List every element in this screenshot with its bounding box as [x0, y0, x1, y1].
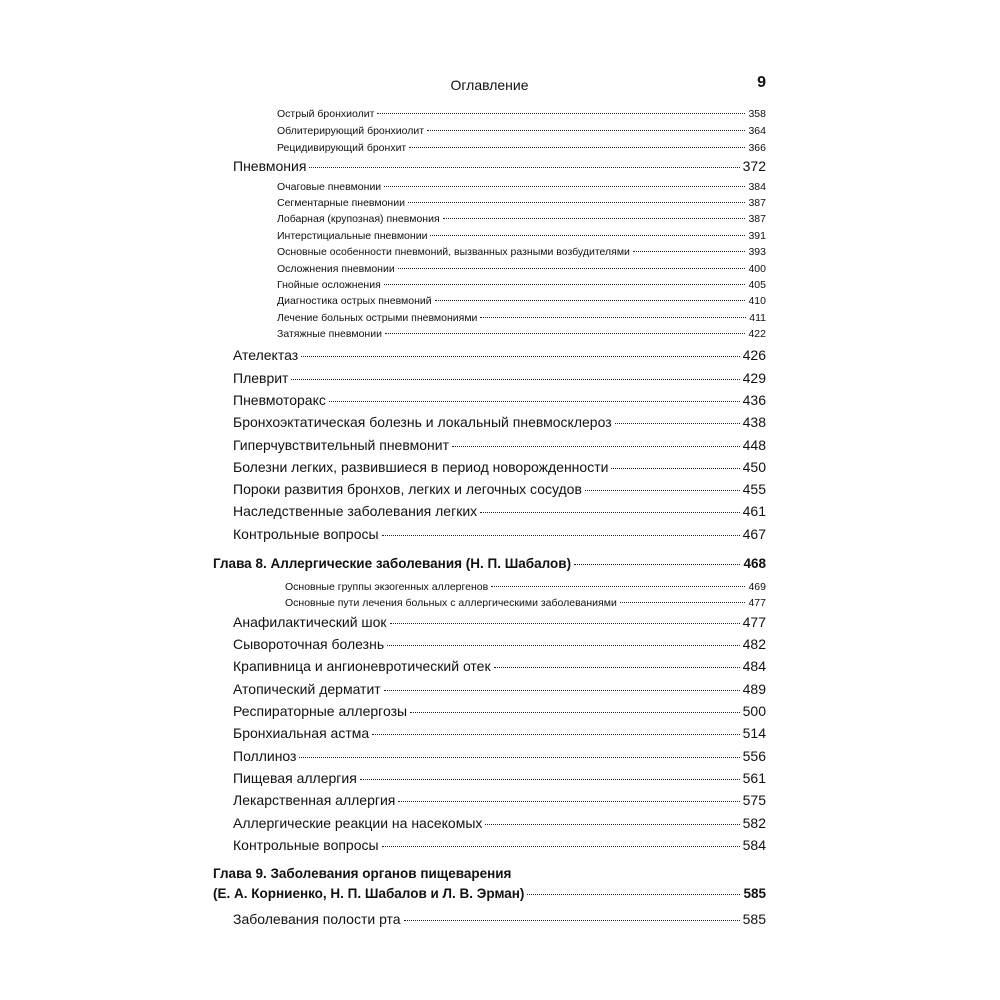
- toc-entry-page: 477: [742, 614, 766, 630]
- toc-entry[interactable]: [233, 370, 766, 390]
- toc-entry[interactable]: [277, 246, 766, 262]
- toc-entry-page: 426: [742, 347, 766, 363]
- toc-entry[interactable]: [277, 213, 766, 229]
- dot-leader: [398, 268, 746, 269]
- toc-entry-title: Наследственные заболевания легких: [233, 503, 478, 519]
- toc-entry[interactable]: [233, 392, 766, 412]
- toc-entry-title: Ателектаз: [233, 347, 299, 363]
- page-header: [213, 74, 766, 96]
- toc-entry[interactable]: [285, 597, 766, 613]
- toc-entry-page: 455: [742, 481, 766, 497]
- toc-entry[interactable]: [233, 481, 766, 501]
- toc-entry-title: Лекарственная аллергия: [233, 792, 396, 808]
- toc-entry-page: 468: [743, 556, 766, 571]
- dot-leader: [398, 801, 739, 802]
- toc-chapter-title: Глава 8. Аллергические заболевания (Н. П. Шабалов): [213, 556, 572, 571]
- dot-leader: [480, 512, 739, 513]
- toc-entry-page: 514: [742, 725, 766, 741]
- dot-leader: [480, 317, 746, 318]
- toc-entry[interactable]: [233, 158, 766, 178]
- toc-entry-title: Атопический дерматит: [233, 681, 381, 697]
- toc-entry-title: Контрольные вопросы: [233, 837, 379, 853]
- dot-leader: [410, 712, 740, 713]
- dot-leader: [615, 423, 740, 424]
- toc-entry[interactable]: [233, 725, 766, 745]
- dot-leader: [387, 645, 740, 646]
- dot-leader: [430, 235, 745, 236]
- toc-entry-page: 585: [743, 886, 766, 901]
- toc-entry-title: Контрольные вопросы: [233, 526, 379, 542]
- toc-entry-title: Заболевания полости рта: [233, 911, 401, 927]
- toc-entry[interactable]: [233, 503, 766, 523]
- toc-entry-title: Лобарная (крупозная) пневмония: [277, 213, 440, 225]
- dot-leader: [360, 779, 740, 780]
- dot-leader: [384, 284, 746, 285]
- toc-entry-title: Пневмоторакс: [233, 392, 326, 408]
- dot-leader: [377, 113, 745, 114]
- toc-entry[interactable]: [233, 770, 766, 790]
- dot-leader: [408, 202, 746, 203]
- toc-entry-page: 436: [742, 392, 766, 408]
- toc-entry-title: Диагностика острых пневмоний: [277, 295, 432, 307]
- toc-entry-title: Бронхиальная астма: [233, 725, 370, 741]
- toc-entry[interactable]: [277, 181, 766, 197]
- toc-entry[interactable]: [233, 911, 766, 931]
- toc-entry[interactable]: [233, 792, 766, 812]
- toc-entry-title: Облитерирующий бронхиолит: [277, 125, 425, 137]
- toc-entry-page: 477: [748, 597, 766, 609]
- dot-leader: [427, 130, 745, 131]
- toc-entry-page: 584: [742, 837, 766, 853]
- toc-entry-title: Пневмония: [233, 158, 307, 174]
- toc-entry-title: Болезни легких, развившиеся в период новорожденности: [233, 459, 609, 475]
- running-title: Оглавление: [450, 77, 529, 93]
- toc-entry[interactable]: [233, 347, 766, 367]
- toc-chapter-9-title-line1[interactable]: Глава 9. Заболевания органов пищеварения: [213, 866, 512, 881]
- dot-leader: [390, 623, 740, 624]
- toc-entry-page: 489: [742, 681, 766, 697]
- toc-entry-title: Очаговые пневмонии: [277, 181, 382, 193]
- toc-entry[interactable]: [277, 263, 766, 279]
- toc-entry-page: 500: [742, 703, 766, 719]
- toc-entry-title: Основные особенности пневмоний, вызванных разными возбудителями: [277, 246, 630, 258]
- toc-entry-title: Основные пути лечения больных с аллергическими заболеваниями: [285, 597, 617, 609]
- toc-entry-title: Бронхоэктатическая болезнь и локальный пневмосклероз: [233, 414, 612, 430]
- toc-entry-page: 405: [748, 279, 766, 291]
- dot-leader: [385, 333, 746, 334]
- toc-entry[interactable]: [233, 414, 766, 434]
- toc-entry-title: Респираторные аллергозы: [233, 703, 408, 719]
- toc-entry[interactable]: [277, 279, 766, 295]
- toc-entry[interactable]: [233, 837, 766, 857]
- toc-entry-page: 387: [748, 213, 766, 225]
- dot-leader: [384, 186, 745, 187]
- dot-leader: [382, 846, 740, 847]
- toc-entry-title: Плеврит: [233, 370, 289, 386]
- toc-entry-page: 429: [742, 370, 766, 386]
- dot-leader: [633, 251, 746, 252]
- toc-entry-page: 469: [748, 581, 766, 593]
- dot-leader: [611, 468, 739, 469]
- dot-leader: [435, 300, 746, 301]
- dot-leader: [409, 147, 745, 148]
- toc-chapter-9[interactable]: [213, 886, 766, 906]
- toc-entry-title: Осложнения пневмонии: [277, 263, 395, 275]
- toc-entry[interactable]: [277, 312, 766, 328]
- toc-entry[interactable]: [233, 459, 766, 479]
- toc-entry-page: 482: [742, 636, 766, 652]
- toc-entry-page: 387: [748, 197, 766, 209]
- dot-leader: [372, 734, 739, 735]
- toc-entry-page: 384: [748, 181, 766, 193]
- toc-entry[interactable]: [233, 748, 766, 768]
- toc-entry-page: 575: [742, 792, 766, 808]
- toc-entry-title: Гнойные осложнения: [277, 279, 381, 291]
- toc-entry-page: 372: [742, 158, 766, 174]
- toc-entry-title: Рецидивирующий бронхит: [277, 142, 407, 154]
- dot-leader: [452, 446, 740, 447]
- toc-entry[interactable]: [277, 108, 766, 124]
- toc-entry-title: Интерстициальные пневмонии: [277, 230, 428, 242]
- toc-entry[interactable]: [233, 614, 766, 634]
- toc-entry-page: 450: [742, 459, 766, 475]
- toc-entry-page: 561: [742, 770, 766, 786]
- toc-entry-page: 484: [742, 658, 766, 674]
- toc-entry-title: Острый бронхиолит: [277, 108, 375, 120]
- toc-entry-title: Пороки развития бронхов, легких и легочных сосудов: [233, 481, 582, 497]
- toc-entry-page: 410: [748, 295, 766, 307]
- toc-entry[interactable]: [277, 328, 766, 344]
- toc-entry[interactable]: [233, 815, 766, 835]
- toc-entry[interactable]: [233, 636, 766, 656]
- toc-entry-page: 582: [742, 815, 766, 831]
- dot-leader: [443, 218, 746, 219]
- toc-entry[interactable]: [277, 125, 766, 141]
- toc-entry-title: Лечение больных острыми пневмониями: [277, 312, 478, 324]
- toc-entry-page: 393: [748, 246, 766, 258]
- dot-leader: [301, 356, 739, 357]
- toc-entry[interactable]: [233, 437, 766, 457]
- dot-leader: [329, 401, 740, 402]
- toc-entry[interactable]: [233, 526, 766, 546]
- page-number: 9: [757, 74, 766, 91]
- toc-entry-title: Крапивница и ангионевротический отек: [233, 658, 491, 674]
- dot-leader: [491, 586, 745, 587]
- dot-leader: [527, 894, 740, 895]
- dot-leader: [494, 667, 740, 668]
- toc-chapter-8[interactable]: [213, 556, 766, 576]
- toc-chapter-title: (Е. А. Корниенко, Н. П. Шабалов и Л. В. Эрман): [213, 886, 525, 901]
- dot-leader: [382, 535, 740, 536]
- dot-leader: [574, 564, 740, 565]
- toc-entry-page: 448: [742, 437, 766, 453]
- dot-leader: [309, 167, 739, 168]
- toc-entry-title: Сывороточная болезнь: [233, 636, 385, 652]
- toc-entry-page: 400: [748, 263, 766, 275]
- toc-entry-page: 467: [742, 526, 766, 542]
- toc-entry-title: Аллергические реакции на насекомых: [233, 815, 483, 831]
- dot-leader: [485, 824, 739, 825]
- toc-entry-title: Поллиноз: [233, 748, 297, 764]
- toc-entry-page: 358: [748, 108, 766, 120]
- dot-leader: [404, 920, 740, 921]
- toc-entry-page: 585: [742, 911, 766, 927]
- dot-leader: [291, 379, 739, 380]
- dot-leader: [620, 602, 746, 603]
- dot-leader: [299, 757, 739, 758]
- toc-entry-page: 422: [748, 328, 766, 340]
- toc-entry[interactable]: [277, 230, 766, 246]
- toc-entry-title: Гиперчувствительный пневмонит: [233, 437, 450, 453]
- toc-entry[interactable]: [233, 681, 766, 701]
- toc-entry-page: 411: [749, 312, 766, 324]
- toc-entry-title: Анафилактический шок: [233, 614, 387, 630]
- dot-leader: [384, 690, 740, 691]
- toc-entry-page: 391: [748, 230, 766, 242]
- toc-entry[interactable]: [277, 142, 766, 158]
- toc-entry-page: 461: [742, 503, 766, 519]
- toc-entry[interactable]: [233, 703, 766, 723]
- toc-entry[interactable]: [233, 658, 766, 678]
- toc-entry-title: Пищевая аллергия: [233, 770, 357, 786]
- toc-entry-title: Основные группы экзогенных аллергенов: [285, 581, 489, 593]
- toc-entry-page: 364: [748, 125, 766, 137]
- toc-entry[interactable]: [285, 581, 766, 597]
- toc-entry-page: 556: [742, 748, 766, 764]
- toc-entry-title: Затяжные пневмонии: [277, 328, 382, 340]
- toc-entry[interactable]: [277, 295, 766, 311]
- toc-entry-title: Сегментарные пневмонии: [277, 197, 405, 209]
- dot-leader: [585, 490, 740, 491]
- toc-entry[interactable]: [277, 197, 766, 213]
- toc-entry-page: 438: [742, 414, 766, 430]
- toc-entry-page: 366: [748, 142, 766, 154]
